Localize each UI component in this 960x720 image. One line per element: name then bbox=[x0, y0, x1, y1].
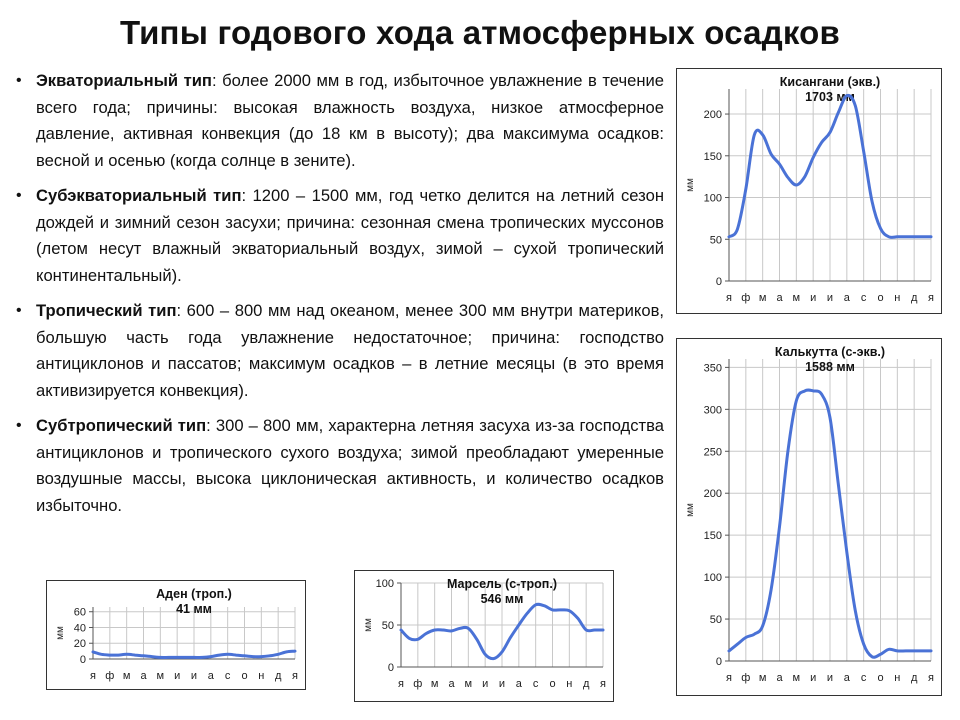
y-tick-label: 350 bbox=[703, 362, 722, 375]
text-block bbox=[16, 68, 664, 528]
x-tick-label: ф bbox=[741, 292, 751, 304]
y-tick-label: 50 bbox=[709, 234, 722, 247]
x-tick-label: я bbox=[600, 678, 606, 690]
y-axis-label: мм bbox=[363, 618, 374, 632]
x-tick-label: а bbox=[207, 670, 214, 682]
y-axis-label: мм bbox=[55, 626, 66, 640]
x-tick-label: я bbox=[90, 670, 96, 682]
y-tick-label: 150 bbox=[703, 530, 722, 543]
x-tick-label: я bbox=[292, 670, 298, 682]
y-tick-label: 40 bbox=[73, 622, 86, 635]
chart-title: Аден (троп.) bbox=[156, 587, 232, 601]
x-tick-label: а bbox=[843, 292, 850, 304]
bullet-subequatorial bbox=[16, 183, 664, 289]
x-tick-label: я bbox=[398, 678, 404, 690]
x-tick-label: м bbox=[792, 292, 801, 304]
x-tick-label: я bbox=[726, 292, 732, 304]
y-axis-label: мм bbox=[685, 178, 696, 192]
x-tick-label: а bbox=[843, 672, 850, 684]
x-tick-label: д bbox=[274, 670, 282, 682]
bullet-dot: • bbox=[16, 187, 22, 204]
chart-subtitle: 1703 мм bbox=[805, 90, 855, 104]
bullet-dot: • bbox=[16, 72, 22, 89]
chart-svg bbox=[355, 571, 613, 701]
bullet-term: Субтропический тип bbox=[36, 416, 207, 435]
x-tick-label: ф bbox=[413, 678, 423, 690]
bullet-term: Субэкваториальный тип bbox=[36, 186, 242, 205]
x-tick-label: д bbox=[910, 672, 918, 684]
x-tick-label: и bbox=[826, 292, 834, 304]
bullet-subtropical bbox=[16, 413, 664, 519]
chart-marseille bbox=[354, 570, 614, 702]
x-tick-label: с bbox=[224, 670, 231, 682]
chart-aden bbox=[46, 580, 306, 690]
y-tick-label: 100 bbox=[375, 578, 394, 590]
x-tick-label: и bbox=[190, 670, 198, 682]
y-tick-label: 20 bbox=[73, 638, 86, 651]
chart-svg bbox=[677, 339, 941, 695]
x-tick-label: и bbox=[810, 672, 817, 684]
y-tick-label: 150 bbox=[703, 150, 722, 163]
bullet-text: : 1200 – 1500 мм, год четко делится на летний сезон дождей и зимний сезон засухи; причина: сезонная смена тропических муссонов (летом несут влажный экваториальный воздух, зимой – сухой тропический континентальный). bbox=[36, 186, 664, 285]
x-tick-label: м bbox=[430, 678, 439, 690]
chart-title: Марсель (с-троп.) bbox=[446, 577, 558, 591]
x-tick-label: н bbox=[894, 292, 901, 304]
x-tick-label: м bbox=[122, 670, 131, 682]
x-tick-label: с bbox=[860, 672, 867, 684]
y-tick-label: 100 bbox=[703, 572, 722, 585]
y-tick-label: 100 bbox=[703, 192, 722, 205]
bullet-text: : более 2000 мм в год, избыточное увлажнение в течение всего года; причины: высокая влажность воздуха, низкое атмосферное давление, активная конвекция (до 18 км в высоту); два максимума осадков: весной и осенью (когда солнце в зените). bbox=[36, 71, 664, 170]
page-title: Типы годового хода атмосферных осадков bbox=[119, 14, 841, 51]
bullet-term: Экваториальный тип bbox=[36, 71, 212, 90]
bullet-equatorial bbox=[16, 68, 664, 174]
x-tick-label: а bbox=[776, 292, 783, 304]
y-tick-label: 50 bbox=[381, 620, 394, 632]
x-tick-label: о bbox=[549, 678, 556, 690]
y-tick-label: 60 bbox=[73, 606, 86, 619]
y-axis-label: мм bbox=[685, 503, 696, 517]
y-tick-label: 200 bbox=[703, 488, 722, 501]
x-tick-label: н bbox=[566, 678, 573, 690]
bullet-text: : 300 – 800 мм, характерна летняя засуха из-за господства антициклонов и тропического сухого воздуха; зимой преобладают умеренные воздушные массы, высока циклоническая активность, и количество осадков избыточно. bbox=[36, 416, 664, 515]
chart-subtitle: 546 мм bbox=[480, 592, 524, 606]
bullet-dot: • bbox=[16, 302, 22, 319]
chart-svg bbox=[677, 69, 941, 313]
x-tick-label: м bbox=[792, 672, 801, 684]
x-tick-label: м bbox=[464, 678, 473, 690]
chart-svg bbox=[47, 581, 305, 689]
x-tick-label: и bbox=[810, 292, 817, 304]
x-tick-label: я bbox=[726, 672, 732, 684]
y-tick-label: 50 bbox=[709, 614, 722, 627]
chart-calcutta bbox=[676, 338, 942, 696]
bullet-dot: • bbox=[16, 417, 22, 434]
x-tick-label: о bbox=[877, 292, 884, 304]
x-tick-label: о bbox=[241, 670, 248, 682]
y-tick-label: 0 bbox=[79, 654, 86, 666]
y-tick-label: 250 bbox=[703, 446, 722, 459]
chart-subtitle: 41 мм bbox=[176, 602, 212, 616]
x-tick-label: я bbox=[928, 672, 934, 684]
x-tick-label: м bbox=[156, 670, 165, 682]
y-tick-label: 200 bbox=[703, 109, 722, 122]
x-tick-label: с bbox=[860, 292, 867, 304]
x-tick-label: и bbox=[826, 672, 834, 684]
chart-subtitle: 1588 мм bbox=[805, 360, 855, 374]
x-tick-label: а bbox=[776, 672, 783, 684]
x-tick-label: д bbox=[582, 678, 590, 690]
x-tick-label: м bbox=[758, 672, 767, 684]
x-tick-label: я bbox=[928, 292, 934, 304]
x-tick-label: м bbox=[758, 292, 767, 304]
y-tick-label: 0 bbox=[715, 276, 722, 288]
x-tick-label: ф bbox=[105, 670, 115, 682]
x-tick-label: н bbox=[258, 670, 265, 682]
y-tick-label: 300 bbox=[703, 404, 722, 417]
x-tick-label: о bbox=[877, 672, 884, 684]
x-tick-label: н bbox=[894, 672, 901, 684]
bullet-text: : 600 – 800 мм над океаном, менее 300 мм внутри материков, большую часть года увлажнение недостаточное; причина: господство антициклонов и пассатов; максимум осадков – в летние месяцы (в это время активизируется конвекция). bbox=[36, 301, 664, 400]
bullet-term: Тропический тип bbox=[36, 301, 177, 320]
x-tick-label: а bbox=[515, 678, 522, 690]
x-tick-label: и bbox=[498, 678, 506, 690]
bullet-tropical bbox=[16, 298, 664, 404]
y-tick-label: 0 bbox=[387, 662, 394, 674]
x-tick-label: и bbox=[482, 678, 489, 690]
y-tick-label: 0 bbox=[715, 656, 722, 668]
x-tick-label: а bbox=[140, 670, 147, 682]
x-tick-label: а bbox=[448, 678, 455, 690]
x-tick-label: ф bbox=[741, 672, 751, 684]
x-tick-label: д bbox=[910, 292, 918, 304]
chart-kisangani bbox=[676, 68, 942, 314]
x-tick-label: и bbox=[174, 670, 181, 682]
x-tick-label: с bbox=[532, 678, 539, 690]
chart-title: Калькутта (с-экв.) bbox=[774, 345, 886, 359]
chart-title: Кисангани (экв.) bbox=[779, 75, 881, 89]
